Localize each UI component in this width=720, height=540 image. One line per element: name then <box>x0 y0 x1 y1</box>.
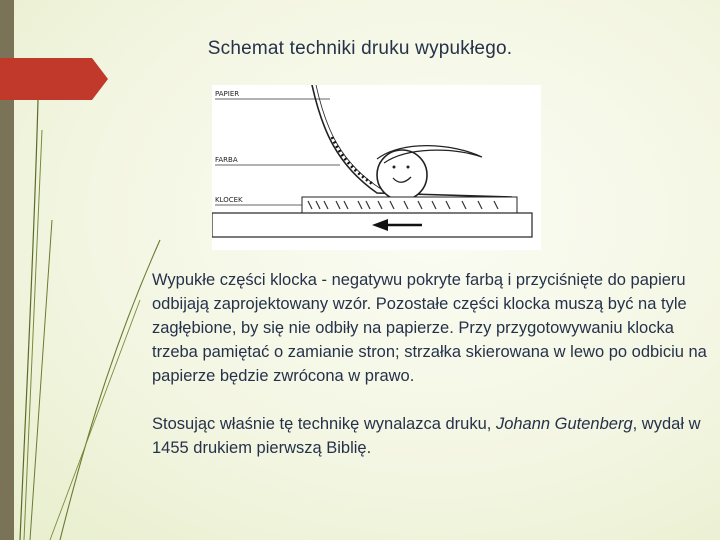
diagram-label-block: KLOCEK <box>215 196 243 204</box>
gutenberg-text-before: Stosując właśnie tę technikę wynalazca druku, <box>152 415 496 433</box>
paragraph-gutenberg <box>152 412 712 460</box>
relief-printing-diagram <box>212 85 541 250</box>
gutenberg-text-after: , wydał w 1455 drukiem pierwszą Biblię. <box>152 415 701 457</box>
slide-title: Schemat techniki druku wypukłego. <box>207 38 513 59</box>
diagram-label-paper: PAPIER <box>215 90 240 98</box>
paragraph-description: Wypukłe części klocka - negatywu pokryte farbą i przyciśnięte do papieru odbijają zaprojektowany wzór. Pozostałe części klocka muszą być na tyle zagłębione, by się nie odbiły na papierze. Przy przygotowywaniu klocka trzeba pamiętać o zamianie stron; strzałka skierowana w lewo po odbiciu na papierze będzie zwrócona w prawo. <box>152 271 707 385</box>
slide-body <box>152 268 712 460</box>
gutenberg-name: Johann Gutenberg <box>495 415 633 433</box>
accent-tab <box>0 58 108 100</box>
diagram-label-ink: FARBA <box>215 156 238 164</box>
